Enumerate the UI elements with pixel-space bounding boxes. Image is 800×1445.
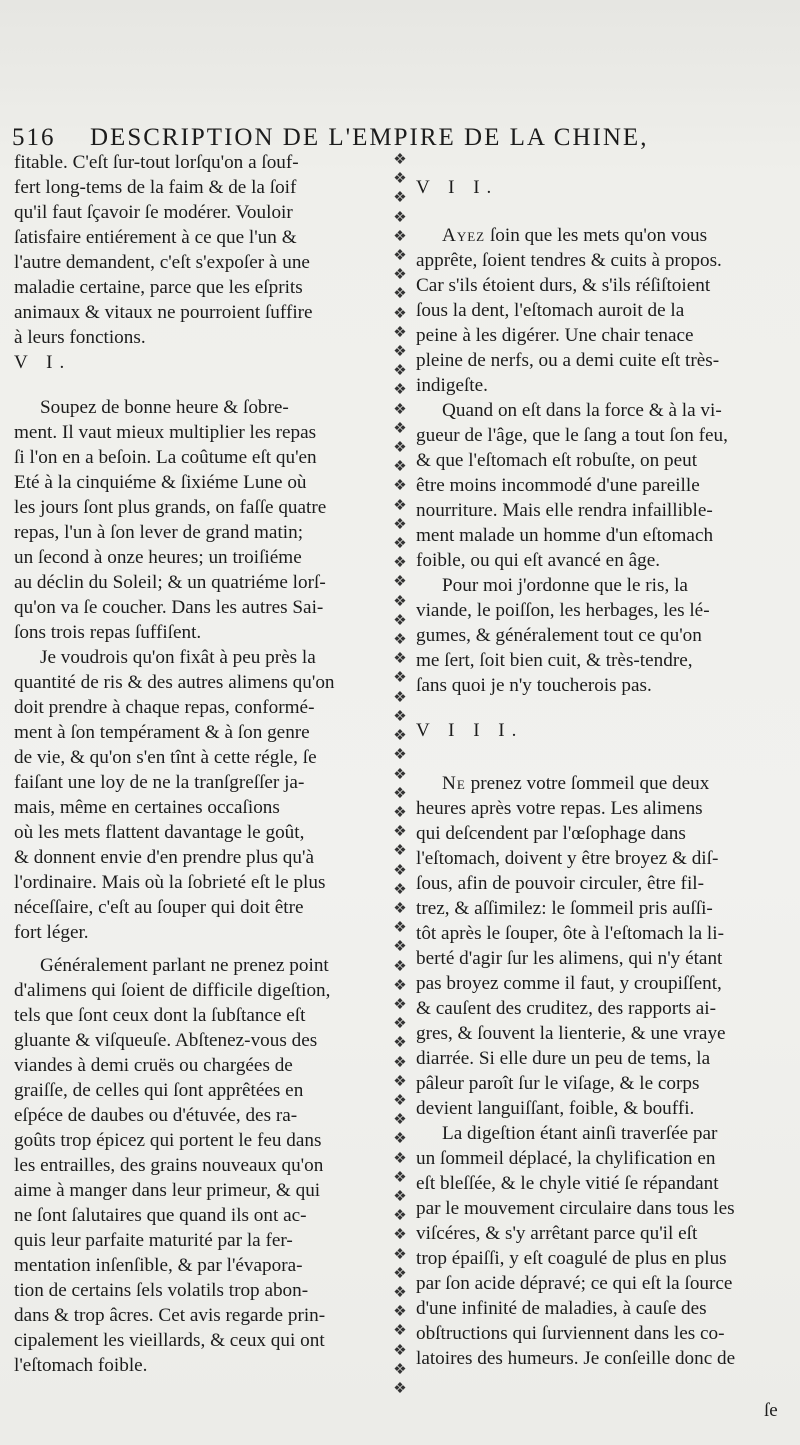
paragraph: Soupez de bonne heure & ſobre- ment. Il vaut mieux multiplier les repas ſi l'on en a beſoin. La coûtume eſt qu'en Eté à la cinquiéme & ſixiéme Lune où les jours ſont plus grands, on faſſe quatre repas, l'un à ſon lever de grand matin; un ſecond à onze heures; un troiſiéme au déclin du Soleil; & un quatriéme lorſ- qu'on va ſe coucher. Dans les autres Sai- ſons trois repas ſuffiſent. (14, 397, 327, 643)
fleuron-ornament: ❖ (393, 1340, 407, 1359)
fleuron-ornament: ❖ (393, 399, 407, 418)
fleuron-ornament: ❖ (393, 380, 407, 399)
fleuron-ornament: ❖ (393, 553, 407, 572)
fleuron-ornament: ❖ (393, 342, 407, 361)
paragraph-text: ſoin que les mets qu'on vous apprête, ſoient tendres & cuits à propos. Car s'ils étoient durs, & s'ils réſiſtoient ſous la dent, l'eſtomach auroit de la peine à les digérer. Une chair tenace pleine de nerfs, ou a demi cuite eſt très- indigeſte. (416, 225, 722, 396)
paragraph (416, 771, 778, 1121)
fleuron-ornament: ❖ (393, 937, 407, 956)
fleuron-ornament: ❖ (393, 1052, 407, 1071)
fleuron-ornament: ❖ (393, 1071, 407, 1090)
fleuron-ornament: ❖ (393, 514, 407, 533)
fleuron-ornament: ❖ (393, 265, 407, 284)
fleuron-ornament: ❖ (393, 1033, 407, 1052)
fleuron-ornament: ❖ (393, 1129, 407, 1148)
fleuron-ornament: ❖ (393, 591, 407, 610)
paragraph: Généralement parlant ne prenez point d'alimens qui ſoient de difficile digeſtion, tels que ſont ceux dont la ſubſtance eſt gluante & viſqueuſe. Abſtenez-vous des viandes à demi cruës ou chargées de graiſſe, de celles qui ſont apprêtées en eſpéce de daubes ou d'étuvée, des ra- goûts trop épicez qui portent le feu dans les entrailles, des grains nouveaux qu'on aime à manger dans leur primeur, & qui ne ſont ſalutaires que quand ils ont ac- quis leur parfaite maturité par la fer- mentation inſenſible, & par l'évapora- tion de certains ſels volatils trop abon- dans & trop âcres. Cet avis regarde prin- cipalement les vieillards, & ceux qui ont l'eſtomach foible. (14, 955, 331, 1376)
fleuron-ornament: ❖ (393, 1090, 407, 1109)
fleuron-ornament: ❖ (393, 1186, 407, 1205)
section-heading-vii: V I I. (416, 177, 499, 198)
fleuron-ornament: ❖ (393, 822, 407, 841)
fleuron-ornament: ❖ (393, 1225, 407, 1244)
fleuron-ornament: ❖ (393, 1148, 407, 1167)
fleuron-ornament: ❖ (393, 534, 407, 553)
fleuron-ornament: ❖ (393, 1206, 407, 1225)
fleuron-ornament: ❖ (393, 1263, 407, 1282)
left-column (14, 150, 384, 1378)
fleuron-ornament: ❖ (393, 226, 407, 245)
fleuron-ornament: ❖ (393, 207, 407, 226)
fleuron-ornament: ❖ (393, 975, 407, 994)
fleuron-ornament: ❖ (393, 303, 407, 322)
paragraph: La digeſtion étant ainſi traverſée par un ſommeil déplacé, la chylification en eſt bleſſée, & le chyle vitié ſe répandant par le mouvement circulaire dans tous les viſcéres, & s'y arrêtant parce qu'il eſt trop épaiſſi, y eſt coagulé de plus en plus par ſon acide dépravé; ce qui eſt la ſource d'une infinité de maladies, à cauſe des obſtructions qui ſurviennent dans les co- latoires des humeurs. Je conſeille donc de (416, 1123, 736, 1369)
fleuron-ornament: ❖ (393, 610, 407, 629)
ornamental-column-divider (389, 150, 411, 1398)
fleuron-ornament: ❖ (393, 1282, 407, 1301)
paragraph: Pour moi j'ordonne que le ris, la viande, le poiſſon, les herbages, les lé- gumes, & généralement tout ce qu'on me ſert, ſoit bien cuit, & très-tendre, ſans quoi je n'y toucherois pas. (416, 575, 710, 696)
fleuron-ornament: ❖ (393, 457, 407, 476)
section-heading-vi: V I. (14, 352, 72, 373)
paragraph: Quand on eſt dans la force & à la vi- gueur de l'âge, que le ſang a tout ſon feu, & que l'eſtomach eſt robuſte, on peut être moins incommodé d'une pareille nourriture. Mais elle rendra infailliblе- ment malade un homme d'un eſtomach foible, ou qui eſt avancé en âge. (416, 400, 728, 571)
fleuron-ornament: ❖ (393, 1379, 407, 1397)
fleuron-ornament: ❖ (393, 956, 407, 975)
fleuron-ornament: ❖ (393, 860, 407, 879)
paragraph-text: prenez votre ſommeil que deux heures après votre repas. Les alimens qui deſcendent par l'œſophage dans l'eſtomach, doivent y être broyez & diſ- ſous, afin de pouvoir circuler, être fil- trez, & aſſimilez: le ſommeil pris auſſi- tôt après le ſouper, ôte à l'eſtomach la li- berté d'agir ſur les alimens, qui n'y étant pas broyez comme il faut, y croupiſſent, & cauſent des cruditez, des rapports ai- gres, & ſouvent la lienterie, & une vraye diarrée. Si elle dure un peu de tems, la pâleur paroît ſur le viſage, & le corps devient languiſſant, foible, & bouffi. (416, 773, 726, 1119)
page-number: 516 (12, 124, 56, 151)
fleuron-ornament: ❖ (393, 783, 407, 802)
fleuron-ornament: ❖ (393, 726, 407, 745)
fleuron-ornament: ❖ (393, 246, 407, 265)
fleuron-ornament: ❖ (393, 1302, 407, 1321)
running-title: DESCRIPTION DE L'EMPIRE DE LA CHINE, (90, 124, 649, 151)
section-heading-viii: V I I I. (416, 720, 524, 741)
fleuron-ornament: ❖ (393, 649, 407, 668)
fleuron-ornament: ❖ (393, 1167, 407, 1186)
initial-word: Ne (442, 773, 466, 794)
paragraph: fitable. C'eſt ſur-tout lorſqu'on a ſouf- fert long-tems de la faim & de la ſoif qu'il faut ſçavoir ſe modérer. Vouloir ſatisfaire entiérement à ce que l'un & l'autre demandent, c'eſt s'expoſer à une maladie certaine, parce que les eſprits animaux & vitaux ne pourroient ſuffire à leurs fonctions. (14, 152, 313, 348)
fleuron-ornament: ❖ (393, 918, 407, 937)
paragraph (416, 223, 778, 398)
fleuron-ornament: ❖ (393, 898, 407, 917)
fleuron-ornament: ❖ (393, 361, 407, 380)
fleuron-ornament: ❖ (393, 169, 407, 188)
fleuron-ornament: ❖ (393, 994, 407, 1013)
fleuron-ornament: ❖ (393, 495, 407, 514)
fleuron-ornament: ❖ (393, 1321, 407, 1340)
fleuron-ornament: ❖ (393, 841, 407, 860)
fleuron-ornament: ❖ (393, 1244, 407, 1263)
fleuron-ornament: ❖ (393, 879, 407, 898)
fleuron-ornament: ❖ (393, 438, 407, 457)
fleuron-ornament: ❖ (393, 1359, 407, 1378)
fleuron-ornament: ❖ (393, 322, 407, 341)
fleuron-ornament: ❖ (393, 476, 407, 495)
fleuron-ornament: ❖ (393, 1014, 407, 1033)
fleuron-ornament: ❖ (393, 764, 407, 783)
catchword: ſe (764, 1400, 778, 1421)
fleuron-ornament: ❖ (393, 802, 407, 821)
fleuron-ornament: ❖ (393, 284, 407, 303)
paragraph: Je voudrois qu'on fixât à peu près la quantité de ris & des autres alimens qu'on doit prendre à chaque repas, conformé- ment à ſon tempérament & à ſon genre de vie, & qu'on s'en tînt à cette régle, ſe faiſant une loy de ne la tranſgreſſer ja- mais, même en certaines occaſions où les mets flattent davantage le goût, & donnent envie d'en prendre plus qu'à l'ordinaire. Mais où la ſobrieté eſt le plus néceſſaire, c'eſt au ſouper qui doit être fort léger. (14, 647, 335, 943)
initial-word: Ayez (442, 225, 486, 246)
fleuron-ornament: ❖ (393, 668, 407, 687)
right-column (416, 150, 778, 1371)
fleuron-ornament: ❖ (393, 150, 407, 168)
fleuron-ornament: ❖ (393, 188, 407, 207)
fleuron-ornament: ❖ (393, 572, 407, 591)
fleuron-ornament: ❖ (393, 1110, 407, 1129)
fleuron-ornament: ❖ (393, 745, 407, 764)
fleuron-ornament: ❖ (393, 630, 407, 649)
fleuron-ornament: ❖ (393, 687, 407, 706)
fleuron-ornament: ❖ (393, 706, 407, 725)
fleuron-ornament: ❖ (393, 418, 407, 437)
